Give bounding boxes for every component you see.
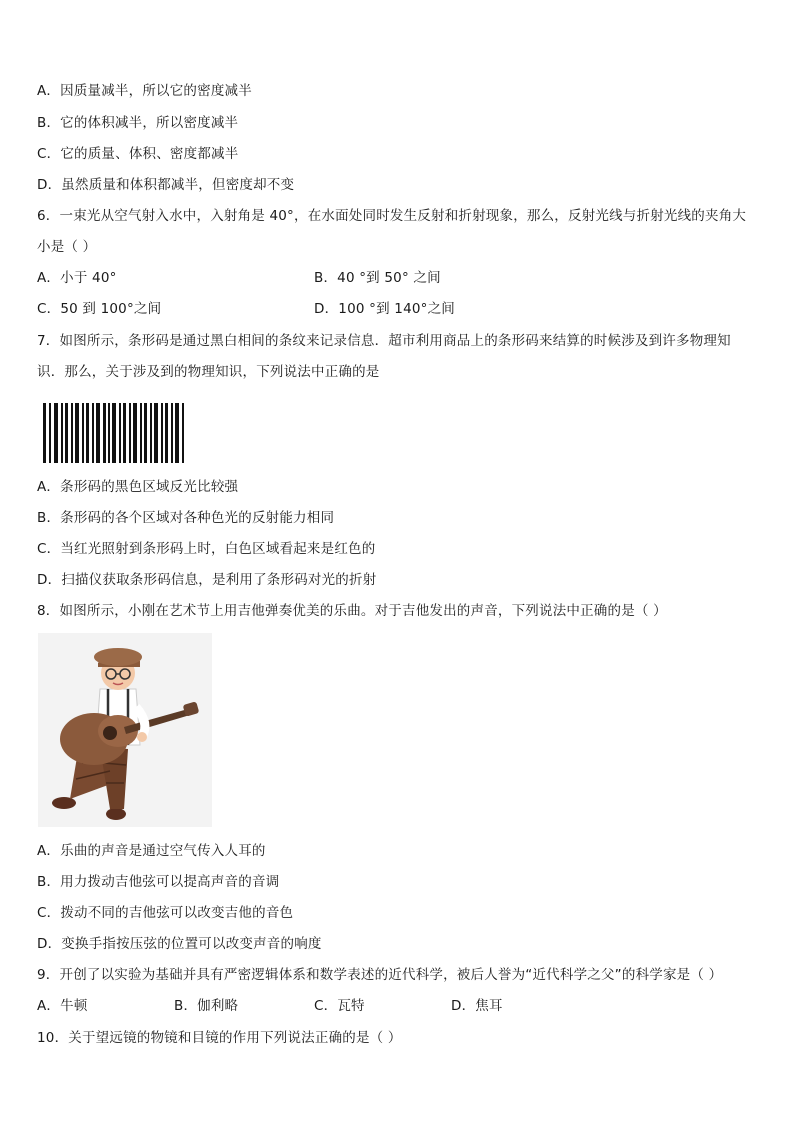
q6-option-d: D．100 °到 140°之间 [314,301,456,317]
q6-options-row2 [37,299,737,319]
guitar-player-image [38,633,212,827]
q8-option-b: B．用力拨动吉他弦可以提高声音的音调 [37,874,280,890]
q6-option-b: B．40 °到 50° 之间 [314,270,441,286]
q7-option-a: A．条形码的黑色区域反光比较强 [37,479,239,495]
q5-option-b: B．它的体积减半，所以密度减半 [37,115,239,131]
q5-option-c: C．它的质量、体积、密度都减半 [37,146,239,162]
q7-stem-line1: 7．如图所示，条形码是通过黑白相间的条纹来记录信息．超市利用商品上的条形码来结算的时候涉及到许多物理知 [37,333,731,349]
q9-option-d: D．焦耳 [451,998,503,1014]
q10-stem: 10．关于望远镜的物镜和目镜的作用下列说法正确的是（ ） [37,1030,402,1046]
guitar-player-icon [38,633,212,827]
q9-option-b: B．伽利略 [174,998,239,1014]
q6-stem-line1: 6．一束光从空气射入水中，入射角是 40°，在水面处同时发生反射和折射现象，那么，反射光线与折射光线的夹角大 [37,208,747,224]
q7-option-c: C．当红光照射到条形码上时，白色区域看起来是红色的 [37,541,376,557]
q6-option-c: C．50 到 100°之间 [37,301,162,317]
barcode-image [41,401,187,465]
q6-stem-line2: 小是（ ） [37,239,97,255]
q9-stem: 9．开创了以实验为基础并具有严密逻辑体系和数学表述的近代科学，被后人誉为“近代科学之父”的科学家是（ ） [37,967,723,983]
q8-option-a: A．乐曲的声音是通过空气传入人耳的 [37,843,266,859]
q6-option-a: A．小于 40° [37,270,117,286]
q7-option-d: D．扫描仪获取条形码信息，是利用了条形码对光的折射 [37,572,377,588]
q8-option-d: D．变换手指按压弦的位置可以改变声音的响度 [37,936,322,952]
q6-options-row1 [37,268,737,288]
q8-stem: 8．如图所示，小刚在艺术节上用吉他弹奏优美的乐曲。对于吉他发出的声音，下列说法中正确的是（ ） [37,603,667,619]
q9-option-a: A．牛顿 [37,998,88,1014]
q5-option-a: A．因质量减半，所以它的密度减半 [37,83,252,99]
q9-options-row [37,996,737,1016]
q5-option-d: D．虽然质量和体积都减半，但密度却不变 [37,177,295,193]
barcode-icon [41,401,187,465]
q9-option-c: C．瓦特 [314,998,365,1014]
q7-option-b: B．条形码的各个区域对各种色光的反射能力相同 [37,510,335,526]
q8-option-c: C．拨动不同的吉他弦可以改变吉他的音色 [37,905,294,921]
q7-stem-line2: 识．那么，关于涉及到的物理知识，下列说法中正确的是 [37,364,380,380]
